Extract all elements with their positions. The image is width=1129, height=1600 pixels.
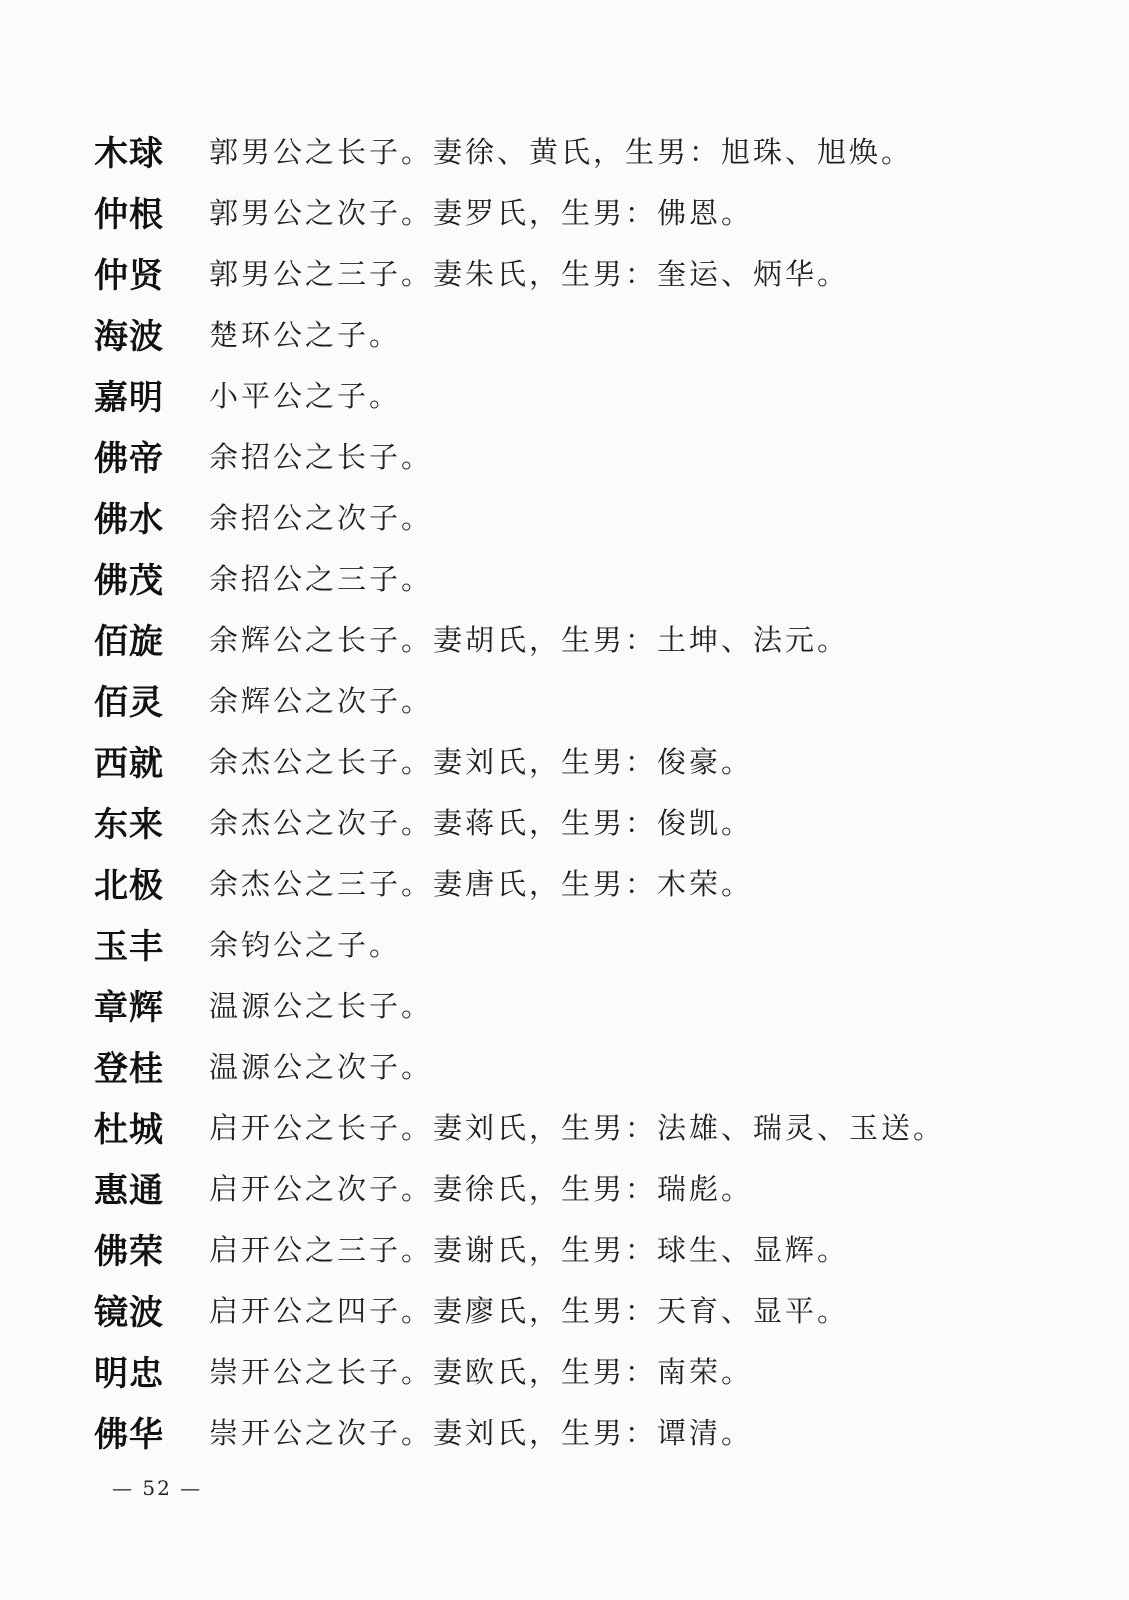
entry-description: 温源公之长子。 [209,989,434,1023]
entry-row [94,1340,1074,1401]
entry-row [94,608,1074,669]
entry-name: 佛茂 [94,561,164,601]
entry-row [94,1157,1074,1218]
entry-description: 启开公之四子。妻廖氏，生男：天育、显平。 [209,1294,850,1328]
entry-row [94,791,1074,852]
entry-list [94,120,1074,1462]
entry-name: 杜城 [94,1110,164,1150]
entry-name: 镜波 [94,1293,164,1333]
entry-name: 海波 [94,317,164,357]
entry-description: 崇开公之次子。妻刘氏，生男：谭清。 [209,1416,754,1450]
entry-name: 登桂 [94,1049,164,1089]
entry-description: 启开公之三子。妻谢氏，生男：球生、显辉。 [209,1233,850,1267]
entry-description: 启开公之长子。妻刘氏，生男：法雄、瑞灵、玉送。 [209,1111,946,1145]
entry-description: 余辉公之次子。 [209,684,434,718]
entry-description: 郭男公之三子。妻朱氏，生男：奎运、炳华。 [209,257,850,291]
entry-row [94,1279,1074,1340]
page-number: — 52 — [112,1476,203,1500]
entry-row [94,974,1074,1035]
entry-name: 佛水 [94,500,164,540]
entry-description: 余招公之三子。 [209,562,434,596]
entry-row [94,181,1074,242]
entry-name: 章辉 [94,988,164,1028]
entry-row [94,364,1074,425]
entry-description: 余杰公之次子。妻蒋氏，生男：俊凯。 [209,806,754,840]
entry-row [94,852,1074,913]
entry-description: 余杰公之长子。妻刘氏，生男：俊豪。 [209,745,754,779]
entry-name: 惠通 [94,1171,164,1211]
entry-name: 西就 [94,744,164,784]
entry-row [94,547,1074,608]
entry-name: 佰旋 [94,622,164,662]
entry-description: 余招公之次子。 [209,501,434,535]
entry-name: 玉丰 [94,927,164,967]
entry-name: 佛帝 [94,439,164,479]
entry-row [94,425,1074,486]
entry-description: 余钧公之子。 [209,928,402,962]
entry-name: 明忠 [94,1354,164,1394]
entry-row [94,1218,1074,1279]
entry-name: 佰灵 [94,683,164,723]
entry-row [94,242,1074,303]
entry-row [94,1096,1074,1157]
entry-name: 嘉明 [94,378,164,418]
entry-row [94,669,1074,730]
entry-row [94,1035,1074,1096]
entry-name: 佛荣 [94,1232,164,1272]
entry-row [94,913,1074,974]
entry-name: 东来 [94,805,164,845]
entry-row [94,1401,1074,1462]
entry-description: 启开公之次子。妻徐氏，生男：瑞彪。 [209,1172,754,1206]
entry-description: 崇开公之长子。妻欧氏，生男：南荣。 [209,1355,754,1389]
entry-description: 余杰公之三子。妻唐氏，生男：木荣。 [209,867,754,901]
entry-name: 佛华 [94,1415,164,1455]
entry-description: 余辉公之长子。妻胡氏，生男：土坤、法元。 [209,623,850,657]
entry-description: 余招公之长子。 [209,440,434,474]
entry-description: 小平公之子。 [209,379,402,413]
entry-row [94,120,1074,181]
entry-row [94,486,1074,547]
entry-name: 木球 [94,134,164,174]
entry-name: 仲根 [94,195,164,235]
entry-name: 北极 [94,866,164,906]
entry-row [94,730,1074,791]
entry-row [94,303,1074,364]
entry-description: 楚环公之子。 [209,318,402,352]
entry-description: 郭男公之长子。妻徐、黄氏，生男：旭珠、旭焕。 [209,135,914,169]
entry-description: 郭男公之次子。妻罗氏，生男：佛恩。 [209,196,754,230]
entry-description: 温源公之次子。 [209,1050,434,1084]
entry-name: 仲贤 [94,256,164,296]
